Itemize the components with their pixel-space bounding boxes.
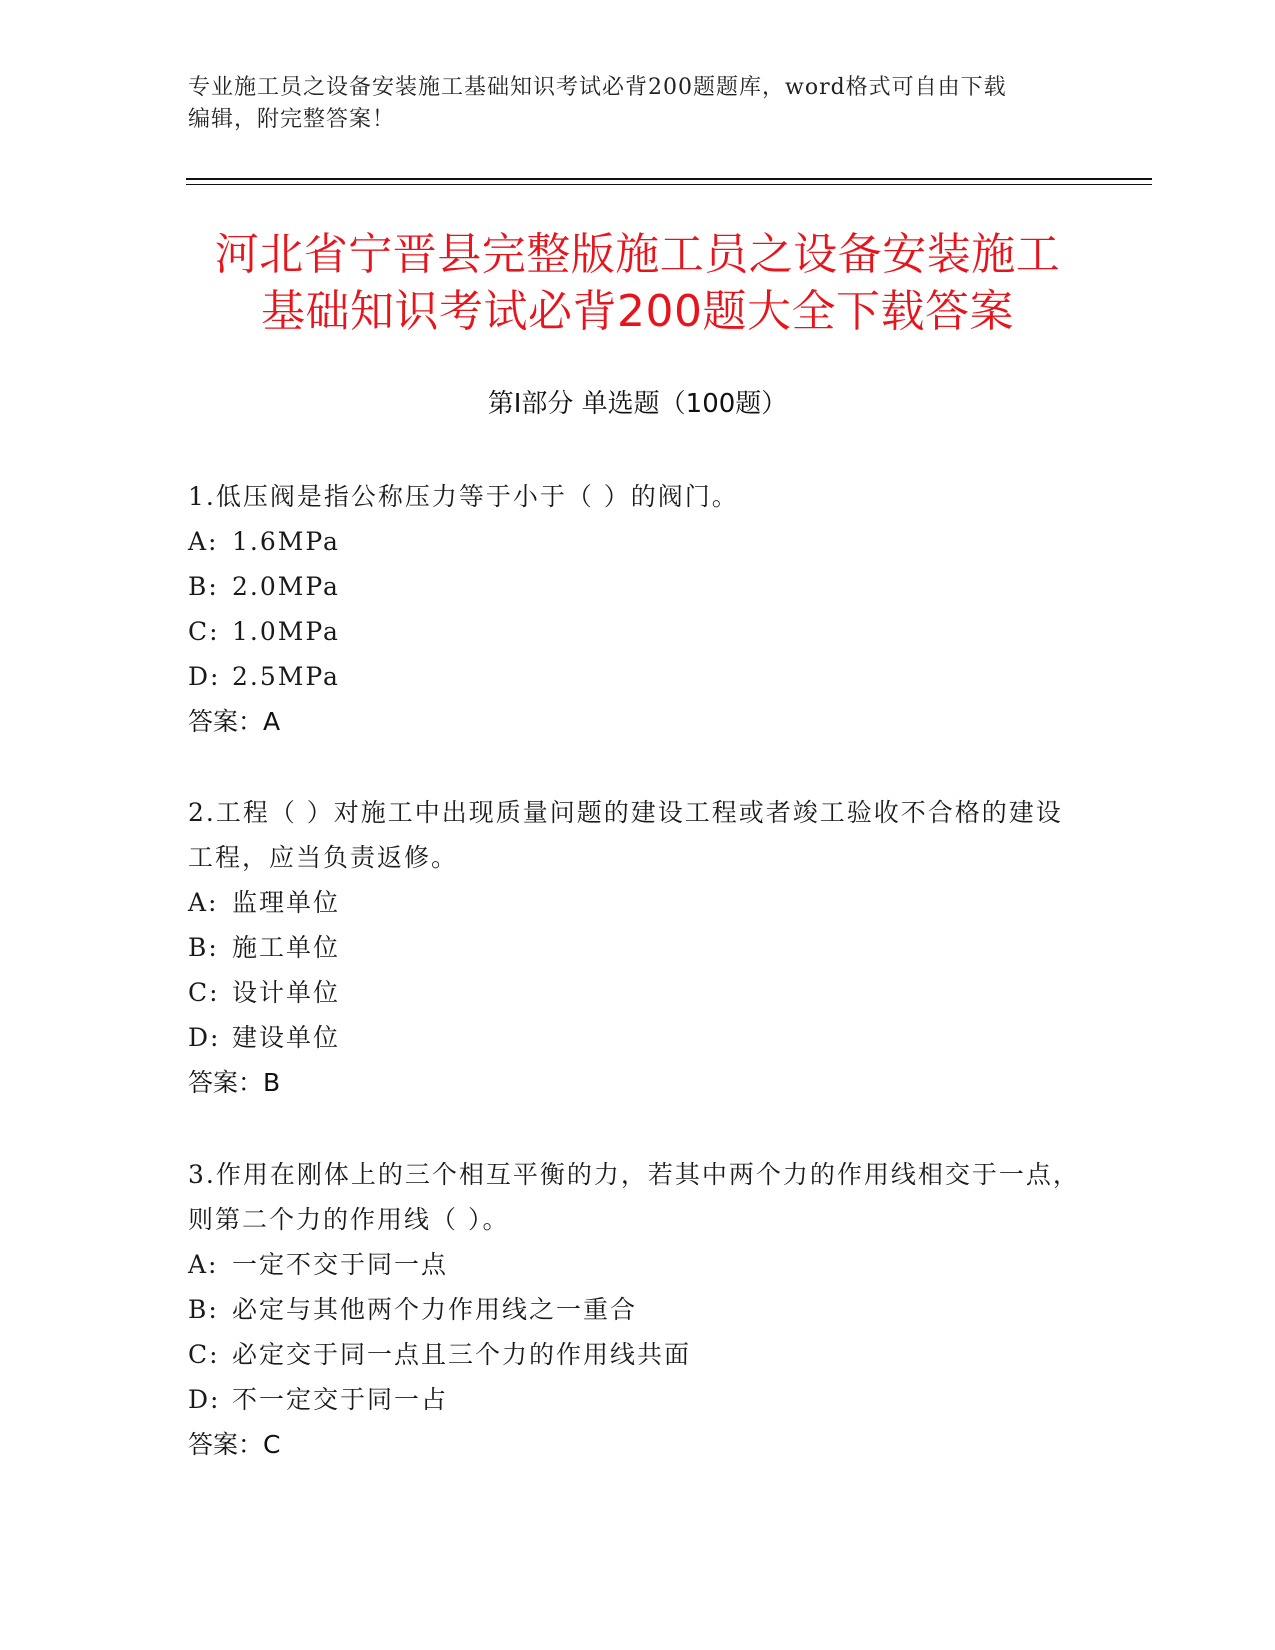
option-text: 建设单位	[232, 1023, 341, 1052]
option-text: 设计单位	[232, 978, 341, 1007]
document-title-line-2: 基础知识考试必背200题大全下载答案	[261, 286, 1014, 337]
option-text: 一定不交于同一点	[232, 1250, 449, 1279]
option-c	[188, 970, 1088, 1015]
option-label: D:	[188, 662, 221, 691]
option-label: B:	[188, 572, 219, 601]
answer: 答案：B	[188, 1068, 281, 1097]
section-title: 第Ⅰ部分 单选题（100题）	[487, 389, 788, 419]
question-1	[188, 474, 1088, 744]
option-text: 必定交于同一点且三个力的作用线共面	[232, 1340, 692, 1369]
question-2	[188, 790, 1088, 1105]
option-text: 监理单位	[232, 888, 341, 917]
option-label: B:	[188, 933, 219, 962]
option-b	[188, 1287, 1088, 1332]
question-3	[188, 1152, 1088, 1467]
document-title	[100, 226, 1175, 340]
option-text: 2.5MPa	[232, 662, 340, 691]
option-b	[188, 564, 1088, 609]
question-stem: 1.低压阀是指公称压力等于小于（ ）的阀门。	[188, 482, 739, 511]
option-text: 不一定交于同一占	[232, 1385, 449, 1414]
option-a	[188, 519, 1088, 564]
header-note-line-1: 专业施工员之设备安装施工基础知识考试必背200题题库，word格式可自由下载	[188, 75, 1007, 100]
header-note-line-2: 编辑，附完整答案！	[188, 107, 396, 132]
option-label: C:	[188, 617, 220, 646]
option-text: 1.6MPa	[232, 527, 340, 556]
document-title-line-1: 河北省宁晋县完整版施工员之设备安装施工	[214, 229, 1061, 280]
option-label: A:	[188, 1250, 219, 1279]
option-text: 2.0MPa	[232, 572, 340, 601]
option-b	[188, 925, 1088, 970]
option-text: 必定与其他两个力作用线之一重合	[232, 1295, 638, 1324]
header-note	[188, 72, 1078, 136]
option-label: D:	[188, 1385, 221, 1414]
option-d	[188, 1377, 1088, 1422]
option-label: B:	[188, 1295, 219, 1324]
option-c	[188, 1332, 1088, 1377]
option-label: C:	[188, 1340, 220, 1369]
option-d	[188, 654, 1088, 699]
option-d	[188, 1015, 1088, 1060]
option-label: A:	[188, 527, 219, 556]
option-label: A:	[188, 888, 219, 917]
option-label: D:	[188, 1023, 221, 1052]
option-c	[188, 609, 1088, 654]
option-a	[188, 1242, 1088, 1287]
question-stem: 2.工程（ ）对施工中出现质量问题的建设工程或者竣工验收不合格的建设工程，应当负责返修。	[188, 798, 1063, 872]
answer: 答案：C	[188, 1430, 281, 1459]
question-stem: 3.作用在刚体上的三个相互平衡的力，若其中两个力的作用线相交于一点，则第二个力的作用线（ ）。	[188, 1160, 1080, 1234]
answer: 答案：A	[188, 707, 281, 736]
header-divider-thick	[186, 178, 1152, 180]
option-label: C:	[188, 978, 220, 1007]
option-a	[188, 880, 1088, 925]
option-text: 施工单位	[232, 933, 341, 962]
header-divider-thin	[186, 184, 1152, 185]
option-text: 1.0MPa	[232, 617, 340, 646]
